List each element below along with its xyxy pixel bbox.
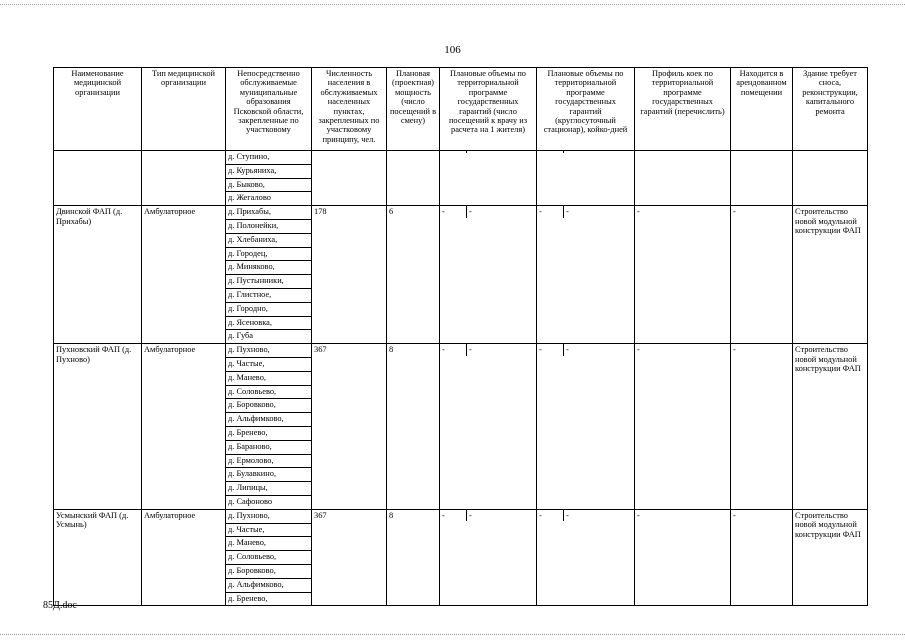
beds-cell-part-a	[537, 151, 564, 153]
settlements-cell	[226, 344, 312, 510]
settlement-item: д. Соловьево,	[226, 386, 311, 400]
visits-cell	[440, 344, 537, 510]
settlement-item: д. Ясеновка,	[226, 317, 311, 331]
rented-cell: -	[731, 206, 793, 344]
building-cell: Строительство новой модульной конструкции ФАП	[793, 344, 868, 510]
settlement-item: д. Булавкино,	[226, 468, 311, 482]
beds-cell	[537, 206, 635, 344]
building-cell: Строительство новой модульной конструкции ФАП	[793, 509, 868, 606]
settlement-item: д. Соловьево,	[226, 551, 311, 565]
population-cell	[312, 151, 387, 206]
header-building: Здание требует сноса, реконструкции, капитального ремонта	[793, 68, 868, 151]
beds-cell-part-a: -	[537, 206, 564, 217]
visits-cell-part-b: -	[469, 345, 472, 355]
org-name-cell: Пухновский ФАП (д. Пухново)	[54, 344, 142, 510]
settlements-cell	[226, 509, 312, 606]
bottom-scan-edge	[0, 634, 905, 635]
org-name-cell	[54, 151, 142, 206]
settlement-item: д. Боровково,	[226, 399, 311, 413]
header-planned-beds: Плановые объемы по территориальной программе государственных гарантий (круглосуточный стационар), койко-дней	[537, 68, 635, 151]
settlement-item: д. Частые,	[226, 524, 311, 538]
visits-cell-part-a: -	[440, 510, 467, 521]
visits-cell-part-a	[440, 151, 467, 153]
org-type-cell	[142, 151, 226, 206]
org-name-cell: Двинской ФАП (д. Прихабы)	[54, 206, 142, 344]
visits-cell-part-b	[467, 151, 536, 153]
settlement-item: д. Частые,	[226, 358, 311, 372]
settlement-item: д. Прихабы,	[226, 206, 311, 220]
visits-cell-part-b: -	[469, 207, 472, 217]
settlement-item: д. Глистное,	[226, 289, 311, 303]
settlement-item: д. Бараново,	[226, 441, 311, 455]
settlement-item: д. Быково,	[226, 179, 311, 193]
capacity-cell: 8	[387, 509, 440, 606]
bed-profile-cell: -	[635, 509, 731, 606]
settlement-item: д. Губа	[228, 331, 254, 341]
population-cell: 367	[312, 509, 387, 606]
settlement-item: д. Городец,	[226, 248, 311, 262]
beds-cell-part-a: -	[537, 344, 564, 355]
settlement-item: д. Хлебаниха,	[226, 234, 311, 248]
visits-cell	[440, 509, 537, 606]
settlement-item: д. Альфимково,	[226, 579, 311, 593]
header-settlements: Непосредственно обслуживаемые муниципальные образования Псковской области, закрепленные по участковому	[226, 68, 312, 151]
beds-cell	[537, 509, 635, 606]
footer-filename: 85Д.doc	[43, 600, 77, 611]
settlement-item: д. Миняково,	[226, 261, 311, 275]
beds-cell	[537, 344, 635, 510]
org-type-cell: Амбулаторное	[142, 344, 226, 510]
settlement-item: д. Жегалово	[228, 193, 271, 203]
header-planned-visits: Плановые объемы по территориальной программе государственных гарантий (число посещений к врачу из расчета на 1 жителя)	[440, 68, 537, 151]
beds-cell-part-a: -	[537, 510, 564, 521]
rented-cell	[731, 151, 793, 206]
capacity-cell: 8	[387, 344, 440, 510]
settlement-item: д. Липицы,	[226, 482, 311, 496]
top-scan-edge	[0, 4, 905, 5]
facility-table	[53, 67, 868, 606]
header-population: Численность населения в обслуживаемых населенных пунктах, закрепленных по участковому принципу, чел.	[312, 68, 387, 151]
beds-cell-part-b: -	[566, 207, 569, 217]
rented-cell: -	[731, 344, 793, 510]
capacity-cell: 6	[387, 206, 440, 344]
table-row	[54, 344, 868, 510]
header-org-type: Тип медицинской организации	[142, 68, 226, 151]
settlement-item: д. Пухново,	[226, 344, 311, 358]
table-header-row	[54, 68, 868, 151]
bed-profile-cell: -	[635, 344, 731, 510]
visits-cell-part-a: -	[440, 206, 467, 217]
header-org-name: Наименование медицинской организации	[54, 68, 142, 151]
header-capacity: Плановая (проектная) мощность (число посещений в смену)	[387, 68, 440, 151]
settlements-cell	[226, 151, 312, 206]
settlement-item: д. Боровково,	[226, 565, 311, 579]
beds-cell-part-b	[564, 151, 634, 153]
settlement-item: д. Манево,	[226, 372, 311, 386]
beds-cell-part-b: -	[566, 345, 569, 355]
page-number: 106	[444, 44, 461, 56]
visits-cell-part-b: -	[469, 510, 472, 520]
settlement-item: д. Курьяниха,	[226, 165, 311, 179]
org-type-cell: Амбулаторное	[142, 509, 226, 606]
visits-cell	[440, 151, 537, 206]
settlement-item: д. Городно,	[226, 303, 311, 317]
header-bed-profile: Профиль коек по территориальной программе государственных гарантий (перечислить)	[635, 68, 731, 151]
bed-profile-cell: -	[635, 206, 731, 344]
table-row	[54, 206, 868, 344]
settlement-item: д. Ступино,	[226, 151, 311, 165]
settlement-item: д. Ермолово,	[226, 455, 311, 469]
settlement-item: д. Полонейки,	[226, 220, 311, 234]
table-row	[54, 151, 868, 206]
beds-cell	[537, 151, 635, 206]
settlement-item: д. Сафоново	[228, 496, 273, 506]
rented-cell: -	[731, 509, 793, 606]
settlements-cell	[226, 206, 312, 344]
table-row	[54, 509, 868, 606]
settlement-item: д. Пухново,	[226, 510, 311, 524]
org-type-cell: Амбулаторное	[142, 206, 226, 344]
building-cell: Строительство новой модульной конструкции ФАП	[793, 206, 868, 344]
population-cell: 178	[312, 206, 387, 344]
population-cell: 367	[312, 344, 387, 510]
settlement-item: д. Альфимково,	[226, 413, 311, 427]
visits-cell	[440, 206, 537, 344]
org-name-cell: Усмынский ФАП (д. Усмынь)	[54, 509, 142, 606]
beds-cell-part-b: -	[566, 510, 569, 520]
visits-cell-part-a: -	[440, 344, 467, 355]
capacity-cell	[387, 151, 440, 206]
settlement-item: д. Бренево,	[226, 427, 311, 441]
header-rented: Находится в арендованном помещении	[731, 68, 793, 151]
bed-profile-cell	[635, 151, 731, 206]
settlement-item: д. Манево,	[226, 537, 311, 551]
building-cell	[793, 151, 868, 206]
settlement-item: д. Бренево,	[228, 593, 268, 603]
settlement-item: д. Пустынники,	[226, 275, 311, 289]
